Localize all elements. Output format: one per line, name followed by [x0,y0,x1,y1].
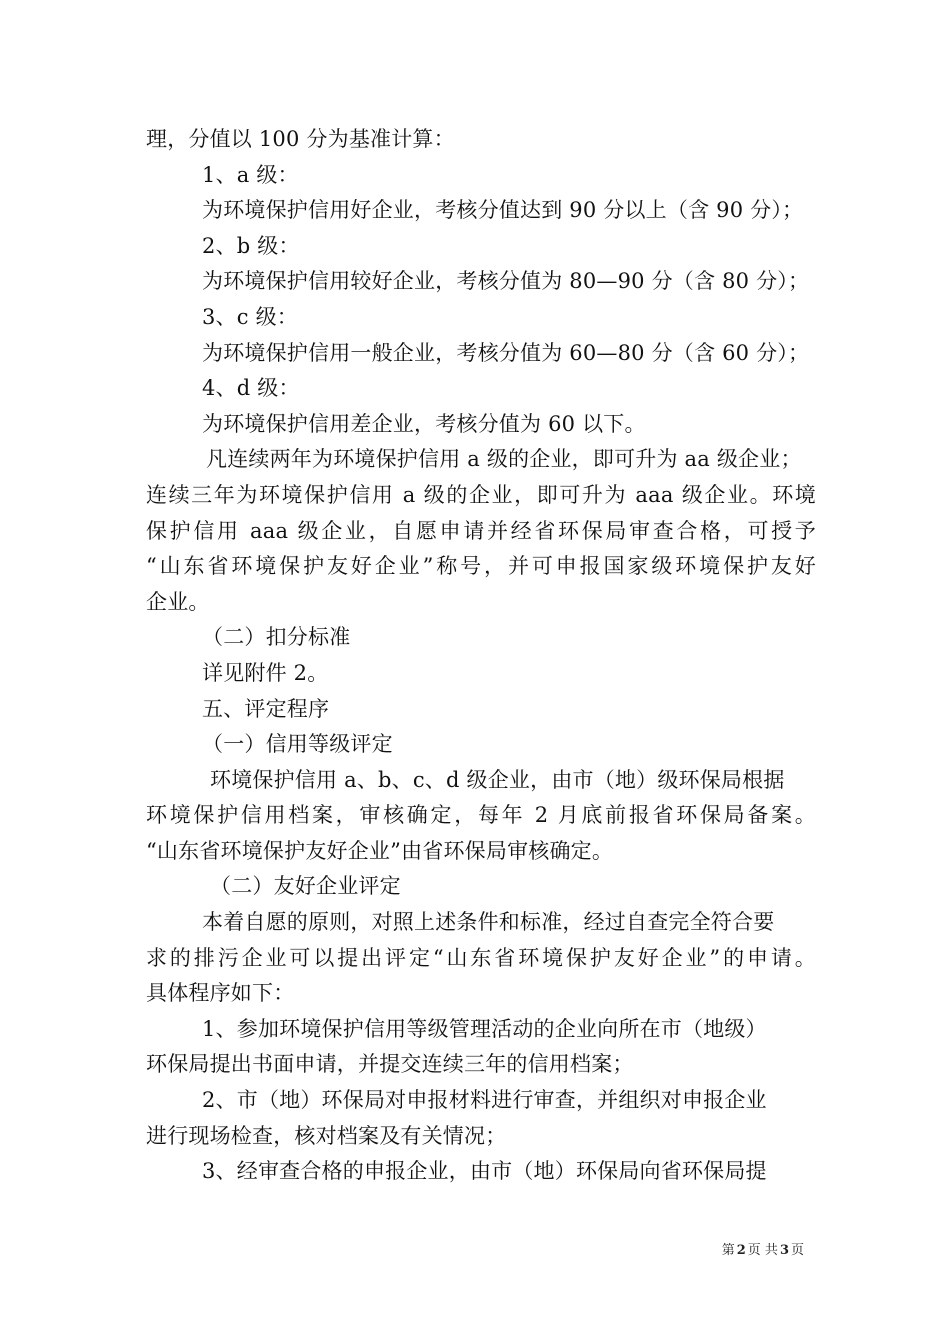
section-heading-friendly-enterprise: （二）友好企业评定 [210,874,401,899]
section-heading-deduction: （二）扣分标准 [202,625,351,650]
footer-prefix: 第 [721,1243,735,1258]
text-line-26: 1、参加环境保护信用等级管理活动的企业向所在市（地级） [202,1016,767,1041]
text-line-7: 为环境保护信用一般企业，考核分值为 60—80 分（含 60 分）； [202,340,810,365]
text-line-9: 为环境保护信用差企业，考核分值为 60 以下。 [202,411,646,436]
text-line-13: “山东省环境保护友好企业”称号，并可申报国家级环境保护友好 [146,554,816,579]
text-line-16: 详见附件 2。 [202,660,329,685]
footer-total-pages: 3 [779,1243,789,1258]
footer-suffix: 页 [790,1243,804,1258]
text-line-8: 4、d 级： [202,376,300,401]
text-line-30: 3、经审查合格的申报企业，由市（地）环保局向省环保局提 [202,1159,767,1184]
text-line-20: 环境保护信用档案，审核确定，每年 2 月底前报省环保局备案。 [146,803,816,828]
text-line-3: 为环境保护信用好企业，考核分值达到 90 分以上（含 90 分）； [202,198,804,223]
text-line-4: 2、b 级： [202,233,300,258]
page-footer [722,1243,804,1259]
text-line-27: 环保局提出书面申请，并提交连续三年的信用档案； [146,1052,634,1077]
text-line-12: 保护信用 aaa 级企业，自愿申请并经省环保局审查合格，可授予 [146,518,816,543]
section-heading-procedure: 五、评定程序 [202,696,330,721]
footer-middle: 页 共 [747,1243,778,1258]
document-body [146,122,816,1190]
text-line-21: “山东省环境保护友好企业”由省环保局审核确定。 [146,838,614,863]
text-line-14: 企业。 [146,589,210,614]
text-line-2: 1、a 级： [202,162,299,187]
text-line-23: 本着自愿的原则，对照上述条件和标准，经过自查完全符合要 [202,910,775,935]
text-line-24: 求的排污企业可以提出评定“山东省环境保护友好企业”的申请。 [146,945,816,970]
text-line-19: 环境保护信用 a、b、c、d 级企业，由市（地）级环保局根据 [210,767,785,792]
text-line-29: 进行现场检查，核对档案及有关情况； [146,1123,507,1148]
text-line-1: 理，分值以 100 分为基准计算： [146,127,455,151]
text-line-10: 凡连续两年为环境保护信用 a 级的企业，即可升为 aa 级企业； [206,447,802,472]
text-line-11: 连续三年为环境保护信用 a 级的企业，即可升为 aaa 级企业。环境 [146,482,816,507]
text-line-5: 为环境保护信用较好企业，考核分值为 80—90 分（含 80 分）； [202,269,810,294]
section-heading-credit-rating: （一）信用等级评定 [202,732,393,757]
text-line-6: 3、c 级： [202,304,298,329]
text-line-25: 具体程序如下： [146,981,295,1006]
text-line-28: 2、市（地）环保局对申报材料进行审查，并组织对申报企业 [202,1088,767,1113]
footer-current-page: 2 [736,1243,746,1258]
